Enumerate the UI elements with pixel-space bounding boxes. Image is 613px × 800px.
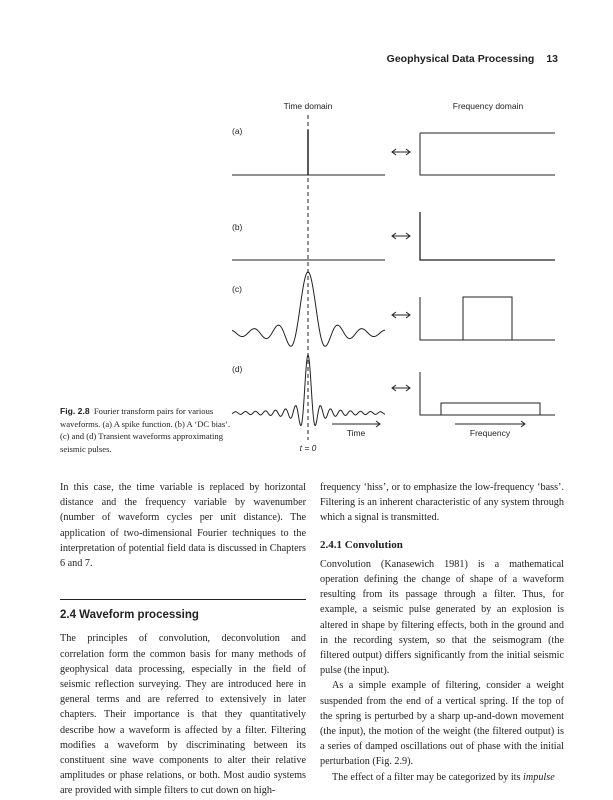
- caption-text: Fourier transform pairs for various waveforms. (a) A spike function. (b) A ‘DC bias’. (c) and (d) Transient waveforms approximating seismic pulses.: [60, 406, 231, 454]
- subsection-heading: 2.4.1 Convolution: [320, 538, 403, 551]
- header-title: Geophysical Data Processing: [386, 53, 535, 65]
- a-double-arrow: [392, 149, 410, 155]
- time-axis-label: Time: [346, 428, 366, 438]
- paragraph-text: The effect of a filter may be categorized by its: [332, 771, 524, 783]
- t0-label: t = 0: [299, 443, 317, 453]
- paragraph: As a simple example of filtering, consider a weight suspended from the end of a vertical spring. If the top of the spring is perturbed by a sharp up-and-down movement (the input), the motion of the weight (the filtered output) is a series of damped oscillations out of phase with the initial perturbation (Fig. 2.9).: [320, 680, 564, 768]
- d-double-arrow: [392, 385, 410, 391]
- caption-label: Fig. 2.8: [60, 406, 90, 416]
- paragraph: Convolution (Kanasewich 1981) is a mathematical operation defining the change of shape of a waveform resulting from its passage through a filter. Thus, for example, a seismic pulse generated by an explosion is altered in shape by filtering effects, both in the ground and in the recording system, so that the seismogram (the filtered output) differs significantly from the initial seismic pulse (the input).: [320, 558, 564, 677]
- a-flat-spectrum: [420, 133, 555, 175]
- b-double-arrow: [392, 233, 410, 239]
- emphasis: impulse: [523, 771, 555, 783]
- paragraph: In this case, the time variable is replaced by horizontal distance and the frequency variable by wavenumber (number of waveform cycles per unit distance). The application of two-dimensional Fourier techniques to the interpretation of potential field data is discussed in Chapters 6 and 7.: [60, 482, 306, 570]
- section-rule: [60, 599, 306, 623]
- paragraph: frequency ‘hiss’, or to emphasize the low-frequency ‘bass’. Filtering is an inherent characteristic of any system through which a signal is transmitted.: [320, 482, 564, 524]
- b-spike-spectrum: [420, 212, 555, 260]
- page-number: 13: [546, 53, 558, 65]
- section-heading: 2.4 Waveform processing: [60, 609, 199, 622]
- paragraph: [320, 770, 564, 785]
- c-double-arrow: [392, 312, 410, 318]
- left-column: [60, 480, 306, 799]
- panel-b-label: (b): [232, 222, 243, 232]
- figure-caption: [60, 405, 235, 455]
- c-box-spectrum: [420, 297, 555, 340]
- right-column: [320, 480, 564, 785]
- panel-c-label: (c): [232, 284, 242, 294]
- time-axis-arrow: [332, 421, 380, 427]
- frequency-axis-label: Frequency: [469, 428, 511, 438]
- panel-a-label: (a): [232, 126, 243, 136]
- paragraph: The principles of convolution, deconvolution and correlation form the common basis for many methods of geophysical data processing, especially in the field of seismic reflection surveying. They are introduced here in general terms and are referred to extensively in later chapters. Their importance is that they quantitatively describe how a waveform is affected by a filter. Filtering modifies a waveform by discriminating between its constituent sine wave components to alter their relative amplitudes or phase relations, or both. Most audio systems are provided with simple filters to cut down on high-: [60, 633, 306, 797]
- frequency-axis-arrow: [455, 421, 525, 427]
- frequency-domain-label: Frequency domain: [452, 101, 524, 111]
- d-box-spectrum: [420, 372, 555, 415]
- time-domain-label: Time domain: [283, 101, 333, 111]
- panel-d-label: (d): [232, 364, 243, 374]
